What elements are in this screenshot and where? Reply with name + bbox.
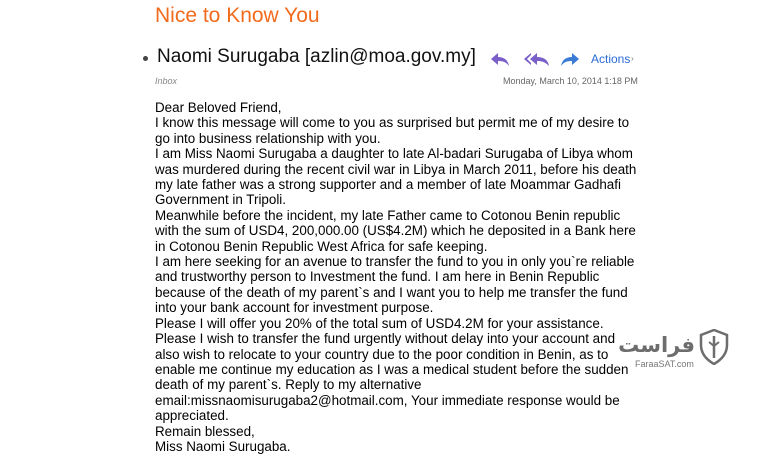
forward-icon[interactable] bbox=[559, 51, 581, 69]
sender-name[interactable]: Naomi Surugaba [azlin@moa.gov.my] bbox=[157, 46, 476, 67]
body-line: I know this message will come to you as surprised but permit me of my desire to go into business relationship with you. bbox=[155, 115, 630, 146]
body-line: Miss Naomi Surugaba. bbox=[155, 438, 291, 454]
watermark-domain: FaraaSAT.com bbox=[635, 359, 694, 369]
reply-icon[interactable] bbox=[489, 51, 511, 69]
bullet-icon bbox=[143, 56, 148, 61]
body-line: I am here seeking for an avenue to transfer the fund to you in only you`re reliable and trustworthy person to Investment the fund. I am here in Benin Republic because of the death of my parent`s and I want you to help me transfer the fund into your bank account for investment purpose. bbox=[155, 254, 635, 316]
reply-all-icon[interactable] bbox=[523, 51, 551, 69]
message-subject: Nice to Know You bbox=[155, 4, 320, 27]
shield-icon bbox=[699, 329, 729, 370]
body-line: Remain blessed, bbox=[155, 423, 255, 439]
body-line: Meanwhile before the incident, my late Father came to Cotonou Benin republic with the sum of USD4, 200,000.00 (US$4.2M) which he deposited in a Bank here in Cotonou Benin Republic West Africa for safe keeping. bbox=[155, 207, 636, 254]
chevron-down-icon[interactable]: › bbox=[631, 54, 634, 63]
folder-label: Inbox bbox=[155, 76, 178, 86]
message-body bbox=[155, 100, 640, 454]
body-line: Dear Beloved Friend, bbox=[155, 100, 282, 115]
watermark-logo bbox=[618, 329, 771, 375]
message-date: Monday, March 10, 2014 1:18 PM bbox=[503, 76, 638, 86]
actions-menu-button[interactable]: Actions bbox=[591, 52, 631, 66]
message-actions-toolbar bbox=[489, 51, 639, 69]
body-line: Please I will offer you 20% of the total sum of USD4.2M for your assistance. Please I wish to transfer the fund urgently without delay into your account and also wish to relocate to your country due to the poor condition in Benin, as to enable me continue my education as I was a medical student before the sudden death of my parent`s. Reply to my alternative email:missnaomisurugaba2@hotmail.com, Your immediate response would be appreciated. bbox=[155, 315, 629, 424]
body-line: I am Miss Naomi Surugaba a daughter to late Al-badari Surugaba of Libya whom was murdered during the recent civil war in Libya in March 2011, before his death my late father was a strong supporter and a member of late Moammar Gadhafi Government in Tripoli. bbox=[155, 146, 637, 208]
watermark-name: فراست bbox=[618, 333, 695, 357]
